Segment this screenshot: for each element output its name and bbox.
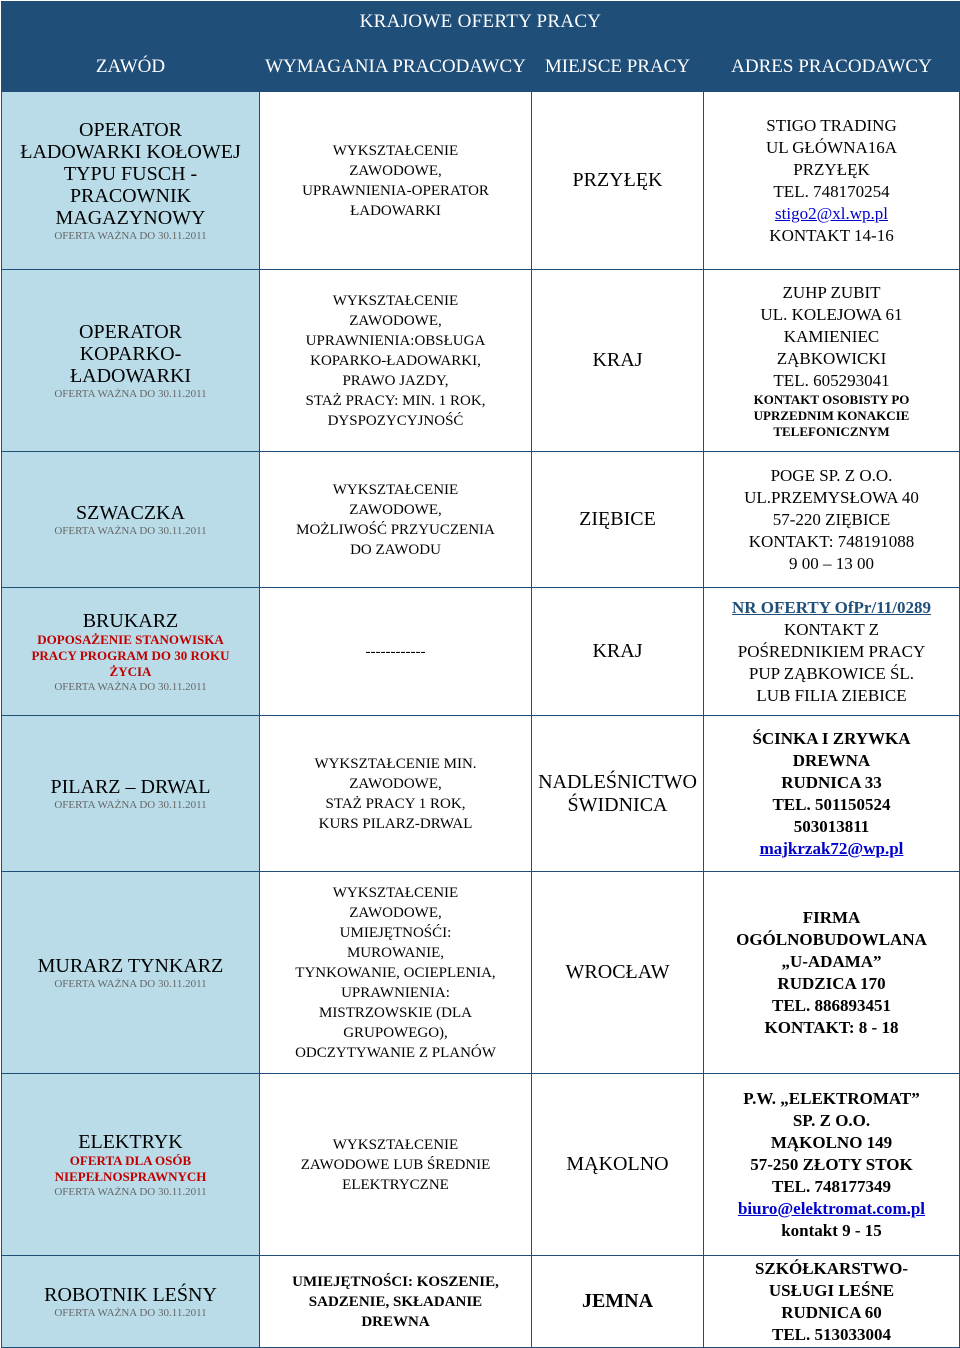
- requirement-line: MUROWANIE,: [346, 944, 445, 961]
- occupation-name: SZWACZKA: [76, 501, 185, 524]
- address-line: UL.PRZEMYSŁOWA 40: [744, 487, 919, 507]
- occupation-name: ROBOTNIK LEŚNY: [44, 1283, 217, 1306]
- email-link[interactable]: stigo2@xl.wp.pl: [775, 203, 888, 223]
- requirement-line: ZAWODOWE,: [349, 501, 442, 518]
- job-offers-table: [1, 1, 960, 1348]
- requirement-line: TYNKOWANIE, OCIEPLENIA,: [295, 964, 496, 981]
- requirement-line: ODCZYTYWANIE Z PLANÓW: [295, 1044, 496, 1061]
- requirement-line: DYSPOZYCYJNOŚĆ: [327, 412, 464, 429]
- requirement-line: DREWNA: [361, 1313, 430, 1330]
- workplace-name: KRAJ: [592, 349, 643, 371]
- address-line: TEL. 501150524: [772, 794, 891, 814]
- offer-validity: OFERTA WAŻNA DO 30.11.2011: [54, 229, 207, 242]
- address-line: POGE SP. Z O.O.: [770, 465, 893, 485]
- occupation-cell: [2, 92, 260, 270]
- employer-address-cell: [704, 270, 960, 452]
- employer-address-cell: [704, 716, 960, 872]
- workplace-cell: [532, 452, 704, 588]
- address-line: TEL. 605293041: [773, 370, 890, 390]
- requirement-line: WYKSZTAŁCENIE: [332, 142, 459, 159]
- address-line: 57-220 ZIĘBICE: [772, 509, 891, 529]
- address-line: PUP ZĄBKOWICE ŚL.: [748, 663, 915, 683]
- address-line: TEL. 748177349: [771, 1176, 892, 1196]
- requirement-line: UMIEJĘTNOŚĆI:: [339, 924, 452, 941]
- header-wymagania: WYMAGANIA PRACODAWCY: [260, 42, 532, 92]
- email-link[interactable]: biuro@elektromat.com.pl: [737, 1198, 926, 1218]
- requirements-cell: [260, 92, 532, 270]
- requirement-line: WYKSZTAŁCENIE: [332, 292, 459, 309]
- requirement-line: SADZENIE, SKŁADANIE: [308, 1293, 483, 1310]
- address-line: TEL. 513033004: [771, 1324, 892, 1344]
- address-line: „U-ADAMA”: [781, 951, 882, 971]
- address-line: KAMIENIEC: [783, 326, 880, 346]
- offer-note: DOPOSAŻENIE STANOWISKA: [37, 631, 224, 647]
- requirements-cell: [260, 872, 532, 1074]
- employer-address-cell: [704, 1256, 960, 1348]
- address-line: RUDNICA 60: [781, 1302, 882, 1322]
- workplace-cell: [532, 270, 704, 452]
- workplace-name: PRZYŁĘK: [572, 169, 663, 191]
- employer-address-cell: [704, 872, 960, 1074]
- requirement-line: WYKSZTAŁCENIE: [332, 481, 459, 498]
- header-zawod: ZAWÓD: [2, 42, 260, 92]
- requirement-line: ŁADOWARKI: [350, 202, 441, 219]
- workplace-cell: [532, 872, 704, 1074]
- address-line: RUDNICA 33: [781, 772, 882, 792]
- requirement-line: MISTRZOWSKIE (DLA: [319, 1004, 472, 1021]
- address-line: KONTAKT 14-16: [769, 225, 894, 245]
- address-line: ZUHP ZUBIT: [782, 282, 881, 302]
- requirement-line: WYKSZTAŁCENIE: [332, 884, 459, 901]
- occupation-cell: [2, 588, 260, 716]
- offer-validity: OFERTA WAŻNA DO 30.11.2011: [54, 798, 207, 811]
- requirement-line: MOŻLIWOŚĆ PRZYUCZENIA: [296, 521, 495, 538]
- offer-note: NIEPEŁNOSPRAWNYCH: [54, 1168, 207, 1184]
- offer-row: [2, 270, 960, 452]
- employer-address-cell: [704, 588, 960, 716]
- offer-row: [2, 1074, 960, 1256]
- address-line: LUB FILIA ZIEBICE: [756, 685, 907, 705]
- address-line: TEL. 748170254: [773, 181, 890, 201]
- email-link[interactable]: majkrzak72@wp.pl: [759, 838, 904, 858]
- occupation-name: ŁADOWARKI KOŁOWEJ: [20, 140, 241, 163]
- address-line: OGÓLNOBUDOWLANA: [736, 929, 927, 949]
- workplace-name: ZIĘBICE: [579, 508, 656, 530]
- occupation-name: BRUKARZ: [82, 609, 179, 632]
- address-line: TELEFONICZNYM: [773, 423, 890, 439]
- requirements-cell: [260, 588, 532, 716]
- header-adres: ADRES PRACODAWCY: [704, 42, 960, 92]
- offer-validity: OFERTA WAŻNA DO 30.11.2011: [54, 680, 207, 693]
- requirement-line: GRUPOWEGO),: [343, 1024, 448, 1041]
- offer-validity: OFERTA WAŻNA DO 30.11.2011: [54, 524, 207, 537]
- workplace-cell: [532, 92, 704, 270]
- address-line: PRZYŁĘK: [793, 159, 870, 179]
- requirement-line: ZAWODOWE LUB ŚREDNIE: [300, 1156, 491, 1173]
- workplace-name: KRAJ: [592, 640, 643, 662]
- address-line: UPRZEDNIM KONAKCIE: [753, 407, 910, 423]
- requirement-line: WYKSZTAŁCENIE MIN.: [314, 755, 477, 772]
- offer-row: [2, 872, 960, 1074]
- requirement-line: ZAWODOWE,: [349, 312, 442, 329]
- address-line: POŚREDNIKIEM PRACY: [737, 641, 926, 661]
- requirement-line: ZAWODOWE,: [349, 162, 442, 179]
- offer-row: [2, 588, 960, 716]
- requirement-line: DO ZAWODU: [350, 541, 441, 558]
- workplace-name: MĄKOLNO: [566, 1153, 669, 1175]
- address-line: P.W. „ELEKTROMAT”: [743, 1088, 920, 1108]
- address-line: STIGO TRADING: [766, 115, 897, 135]
- offer-note: OFERTA DLA OSÓB: [69, 1152, 192, 1168]
- address-line: USŁUGI LEŚNE: [768, 1280, 895, 1300]
- offer-row: [2, 452, 960, 588]
- occupation-name: PRACOWNIK: [69, 184, 192, 207]
- address-line: UL. KOLEJOWA 61: [760, 304, 903, 324]
- requirements-cell: [260, 1074, 532, 1256]
- requirement-line: STAŻ PRACY: MIN. 1 ROK,: [305, 392, 486, 409]
- offer-note: PRACY PROGRAM DO 30 ROKU: [31, 647, 230, 663]
- offer-validity: OFERTA WAŻNA DO 30.11.2011: [54, 1306, 207, 1319]
- requirement-line: ------------: [365, 643, 426, 660]
- offer-validity: OFERTA WAŻNA DO 30.11.2011: [54, 387, 207, 400]
- occupation-cell: [2, 452, 260, 588]
- requirement-line: KOPARKO-ŁADOWARKI,: [310, 352, 481, 369]
- requirement-line: STAŻ PRACY 1 ROK,: [325, 795, 466, 812]
- address-line: ZĄBKOWICKI: [776, 348, 887, 368]
- occupation-cell: [2, 716, 260, 872]
- offer-note: ŻYCIA: [109, 663, 152, 679]
- occupation-name: MAGAZYNOWY: [55, 206, 206, 229]
- workplace-name: ŚWIDNICA: [567, 793, 668, 816]
- offer-row: [2, 1256, 960, 1348]
- employer-address-cell: [704, 1074, 960, 1256]
- requirements-cell: [260, 1256, 532, 1348]
- workplace-cell: [532, 1074, 704, 1256]
- occupation-name: MURARZ TYNKARZ: [37, 954, 224, 977]
- address-line: DREWNA: [792, 750, 871, 770]
- offer-number: NR OFERTY OfPr/11/0289: [732, 597, 931, 617]
- employer-address-cell: [704, 452, 960, 588]
- address-line: RUDZICA 170: [777, 973, 886, 993]
- requirements-cell: [260, 270, 532, 452]
- occupation-name: KOPARKO-: [79, 342, 182, 365]
- occupation-name: TYPU FUSCH -: [63, 162, 198, 185]
- offer-row: [2, 92, 960, 270]
- address-line: kontakt 9 - 15: [781, 1220, 882, 1240]
- offer-validity: OFERTA WAŻNA DO 30.11.2011: [54, 1185, 207, 1198]
- workplace-cell: [532, 716, 704, 872]
- workplace-cell: [532, 588, 704, 716]
- occupation-cell: [2, 1074, 260, 1256]
- requirement-line: KURS PILARZ-DRWAL: [318, 815, 473, 832]
- requirement-line: ZAWODOWE,: [349, 904, 442, 921]
- occupation-name: ELEKTRYK: [78, 1130, 183, 1153]
- occupation-name: OPERATOR: [79, 320, 182, 343]
- occupation-name: PILARZ – DRWAL: [50, 775, 211, 798]
- requirement-line: ZAWODOWE,: [349, 775, 442, 792]
- page-title: KRAJOWE OFERTY PRACY: [2, 2, 960, 42]
- address-line: KONTAKT: 748191088: [748, 531, 915, 551]
- workplace-cell: [532, 1256, 704, 1348]
- occupation-cell: [2, 872, 260, 1074]
- address-line: ŚCINKA I ZRYWKA: [752, 728, 911, 748]
- employer-address-cell: [704, 92, 960, 270]
- occupation-cell: [2, 1256, 260, 1348]
- address-line: 9 00 – 13 00: [789, 553, 874, 573]
- address-line: KONTAKT Z: [783, 619, 880, 639]
- address-line: 503013811: [793, 816, 870, 836]
- address-line: UL GŁÓWNA16A: [765, 137, 898, 157]
- offer-row: [2, 716, 960, 872]
- address-line: SP. Z O.O.: [792, 1110, 871, 1130]
- requirement-line: ELEKTRYCZNE: [342, 1176, 449, 1193]
- address-line: MĄKOLNO 149: [770, 1132, 893, 1152]
- offer-validity: OFERTA WAŻNA DO 30.11.2011: [54, 977, 207, 990]
- occupation-name: ŁADOWARKI: [69, 364, 192, 387]
- address-line: FIRMA: [802, 907, 861, 927]
- requirement-line: UMIEJĘTNOŚCI: KOSZENIE,: [292, 1273, 499, 1290]
- requirement-line: UPRAWNIENIA:OBSŁUGA: [305, 332, 486, 349]
- workplace-name: NADLEŚNICTWO: [538, 770, 697, 793]
- header-miejsce: MIEJSCE PRACY: [532, 42, 704, 92]
- requirements-cell: [260, 716, 532, 872]
- requirement-line: UPRAWNIENIA:: [341, 984, 450, 1001]
- requirement-line: PRAWO JAZDY,: [342, 372, 449, 389]
- address-line: 57-250 ZŁOTY STOK: [750, 1154, 913, 1174]
- address-line: KONTAKT: 8 - 18: [764, 1017, 899, 1037]
- workplace-name: WROCŁAW: [565, 961, 670, 983]
- requirements-cell: [260, 452, 532, 588]
- address-line: TEL. 886893451: [771, 995, 892, 1015]
- requirement-line: WYKSZTAŁCENIE: [332, 1136, 459, 1153]
- address-line: KONTAKT OSOBISTY PO: [753, 391, 910, 407]
- requirement-line: UPRAWNIENIA-OPERATOR: [302, 182, 489, 199]
- workplace-name: JEMNA: [581, 1290, 654, 1312]
- address-line: SZKÓŁKARSTWO-: [754, 1258, 909, 1278]
- occupation-cell: [2, 270, 260, 452]
- occupation-name: OPERATOR: [79, 118, 182, 141]
